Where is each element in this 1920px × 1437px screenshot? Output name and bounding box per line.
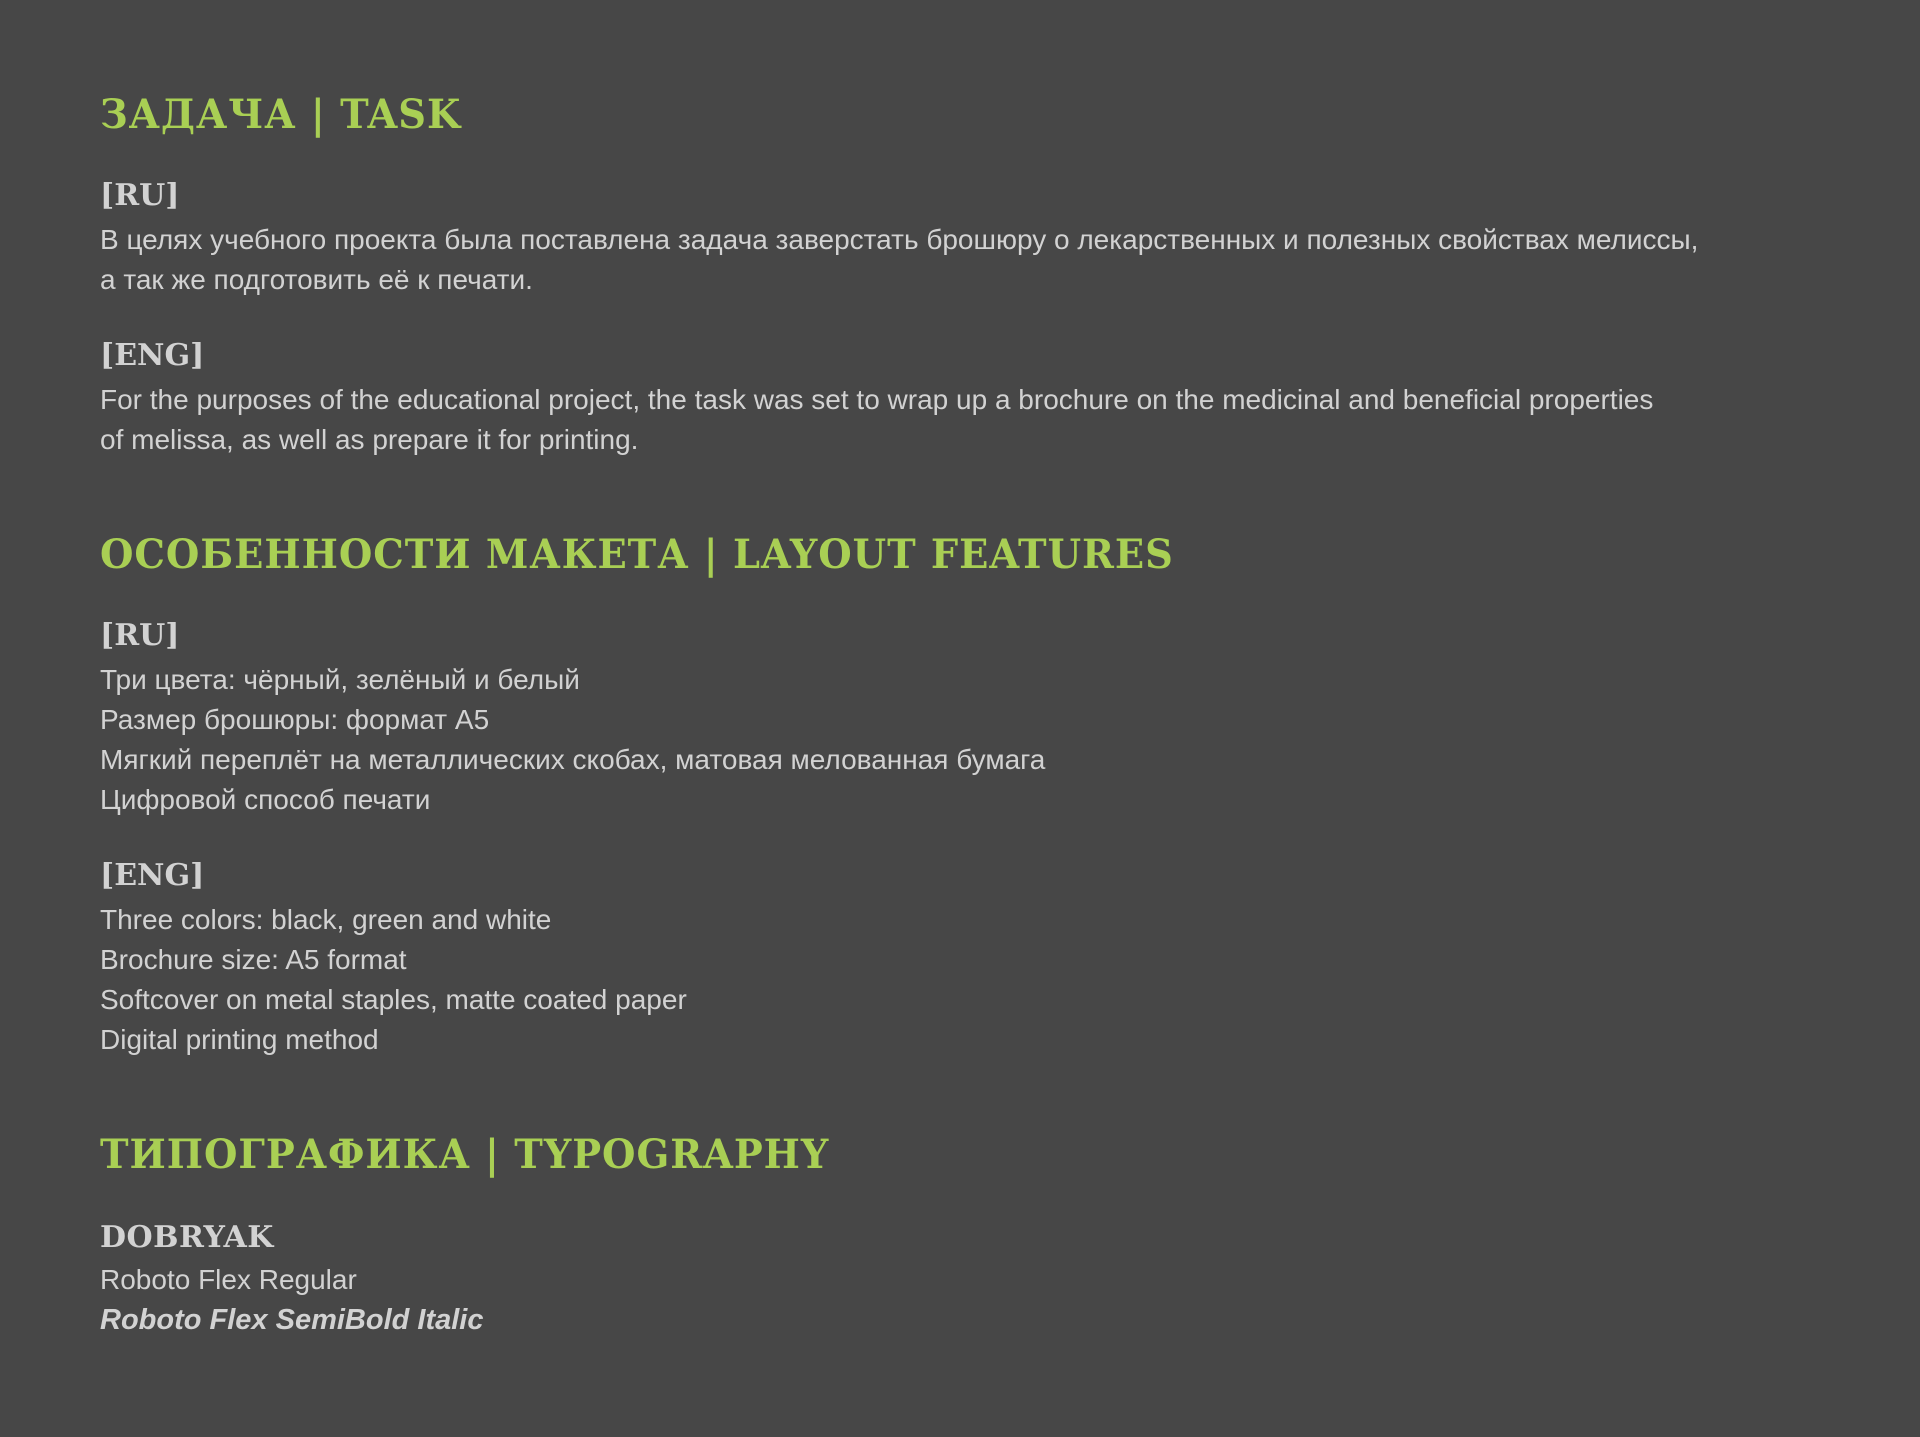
features-ru-line: Размер брошюры: формат А5 — [100, 704, 490, 735]
font-name-dobryak: DOBRYAK — [100, 1220, 274, 1255]
font-name-roboto-semibold-italic: Roboto Flex SemiBold Italic — [100, 1304, 484, 1336]
lang-tag-eng: [ENG] — [100, 858, 205, 893]
features-eng-line: Brochure size: A5 format — [100, 944, 407, 975]
section-title-typography: ТИПОГРАФИКА | TYPOGRAPHY — [100, 1131, 830, 1178]
font-name-roboto-regular: Roboto Flex Regular — [100, 1264, 357, 1295]
section-title-layout-features: ОСОБЕННОСТИ МАКЕТА | LAYOUT FEATURES — [100, 531, 1174, 578]
task-ru-line: а так же подготовить её к печати. — [100, 264, 533, 295]
lang-tag-ru: [RU] — [100, 178, 180, 213]
features-ru-line: Три цвета: чёрный, зелёный и белый — [100, 664, 580, 695]
features-eng-line: Softcover on metal staples, matte coated paper — [100, 984, 687, 1015]
lang-tag-eng: [ENG] — [100, 338, 205, 373]
task-eng-line: For the purposes of the educational project, the task was set to wrap up a brochure on the medicinal and beneficial properties — [100, 384, 1654, 415]
features-eng-line: Digital printing method — [100, 1024, 379, 1055]
features-eng-line: Three colors: black, green and white — [100, 904, 552, 935]
task-ru-line: В целях учебного проекта была поставлена задача заверстать брошюру о лекарственных и полезных свойствах мелиссы, — [100, 224, 1699, 255]
features-ru-line: Цифровой способ печати — [100, 784, 431, 815]
lang-tag-ru: [RU] — [100, 618, 180, 653]
features-ru-line: Мягкий переплёт на металлических скобах, матовая мелованная бумага — [100, 744, 1046, 775]
section-title-task: ЗАДАЧА | TASK — [100, 91, 462, 138]
task-eng-line: of melissa, as well as prepare it for printing. — [100, 424, 639, 455]
